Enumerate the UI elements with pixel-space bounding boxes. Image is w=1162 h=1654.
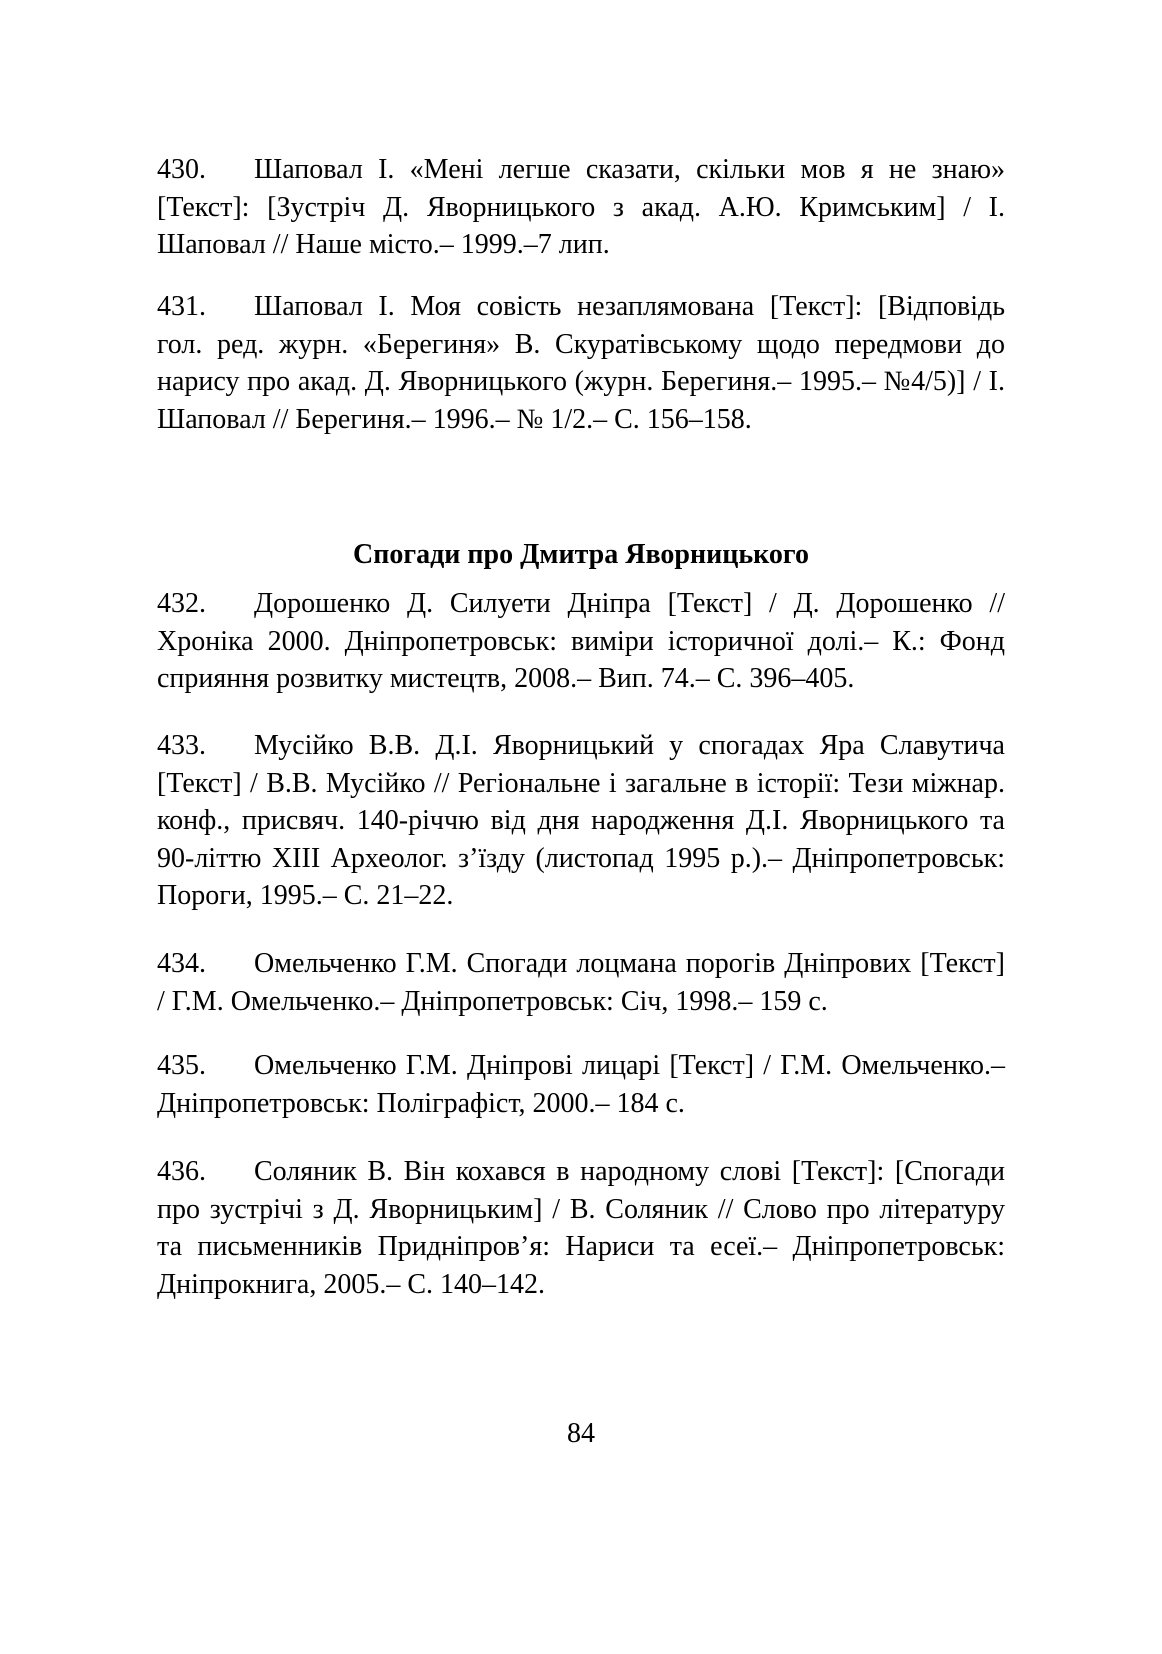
entry-number: 432. — [157, 588, 206, 619]
entry-text: Соляник В. Він кохався в народному слові [Текст]: [Спогади про зустрічі з Д. Яворницьким] / В. Соляник // Слово про літературу та письменників Придніпров’я: Нариси та есеї.– Дніпропетровськ: Дніпрокнига, 2005.– С. 140–142. — [157, 1156, 1005, 1300]
bibliography-entry-430 — [157, 151, 1005, 264]
entry-number: 433. — [157, 730, 206, 761]
bibliography-entry-434 — [157, 945, 1005, 1020]
bibliography-entry-431 — [157, 288, 1005, 438]
bibliography-entry-433 — [157, 727, 1005, 915]
entry-text: Мусійко В.В. Д.І. Яворницький у спогадах Яра Славутича [Текст] / В.В. Мусійко // Регіональне і загальне в історії: Тези міжнар. конф., присвяч. 140-річчю від дня народження Д.І. Яворницького та 90-літтю ХІІІ Археолог. з’їзду (листопад 1995 р.).– Дніпропетровськ: Пороги, 1995.– С. 21–22. — [157, 730, 1005, 911]
entry-text: Дорошенко Д. Силуети Дніпра [Текст] / Д. Дорошенко // Хроніка 2000. Дніпропетровськ: виміри історичної долі.– К.: Фонд сприяння розвитку мистецтв, 2008.– Вип. 74.– С. 396–405. — [157, 588, 1005, 694]
entry-number: 436. — [157, 1156, 206, 1187]
bibliography-entry-432 — [157, 585, 1005, 698]
entry-number: 431. — [157, 291, 206, 322]
bibliography-entry-435 — [157, 1047, 1005, 1122]
entry-number: 430. — [157, 154, 206, 185]
entry-text: Шаповал І. Моя совість незаплямована [Текст]: [Відповідь гол. ред. журн. «Берегиня» В. Скуратівському щодо передмови до нарису про акад. Д. Яворницького (журн. Берегиня.– 1995.– №4/5)] / І. Шаповал // Берегиня.– 1996.– № 1/2.– С. 156–158. — [157, 291, 1005, 435]
entry-text: Омельченко Г.М. Дніпрові лицарі [Текст] / Г.М. Омельченко.– Дніпропетровськ: Поліграфіст, 2000.– 184 с. — [157, 1050, 1005, 1119]
page-number: 84 — [567, 1418, 595, 1449]
section-heading: Спогади про Дмитра Яворницького — [353, 539, 809, 570]
entry-number: 434. — [157, 948, 206, 979]
entry-text: Омельченко Г.М. Спогади лоцмана порогів Дніпрових [Текст] / Г.М. Омельченко.– Дніпропетровськ: Січ, 1998.– 159 с. — [157, 948, 1005, 1017]
bibliography-entry-436 — [157, 1153, 1005, 1303]
entry-text: Шаповал І. «Мені легше сказати, скільки мов я не знаю» [Текст]: [Зустріч Д. Яворницького з акад. А.Ю. Кримським] / І. Шаповал // Наше місто.– 1999.–7 лип. — [157, 154, 1005, 260]
entry-number: 435. — [157, 1050, 206, 1081]
